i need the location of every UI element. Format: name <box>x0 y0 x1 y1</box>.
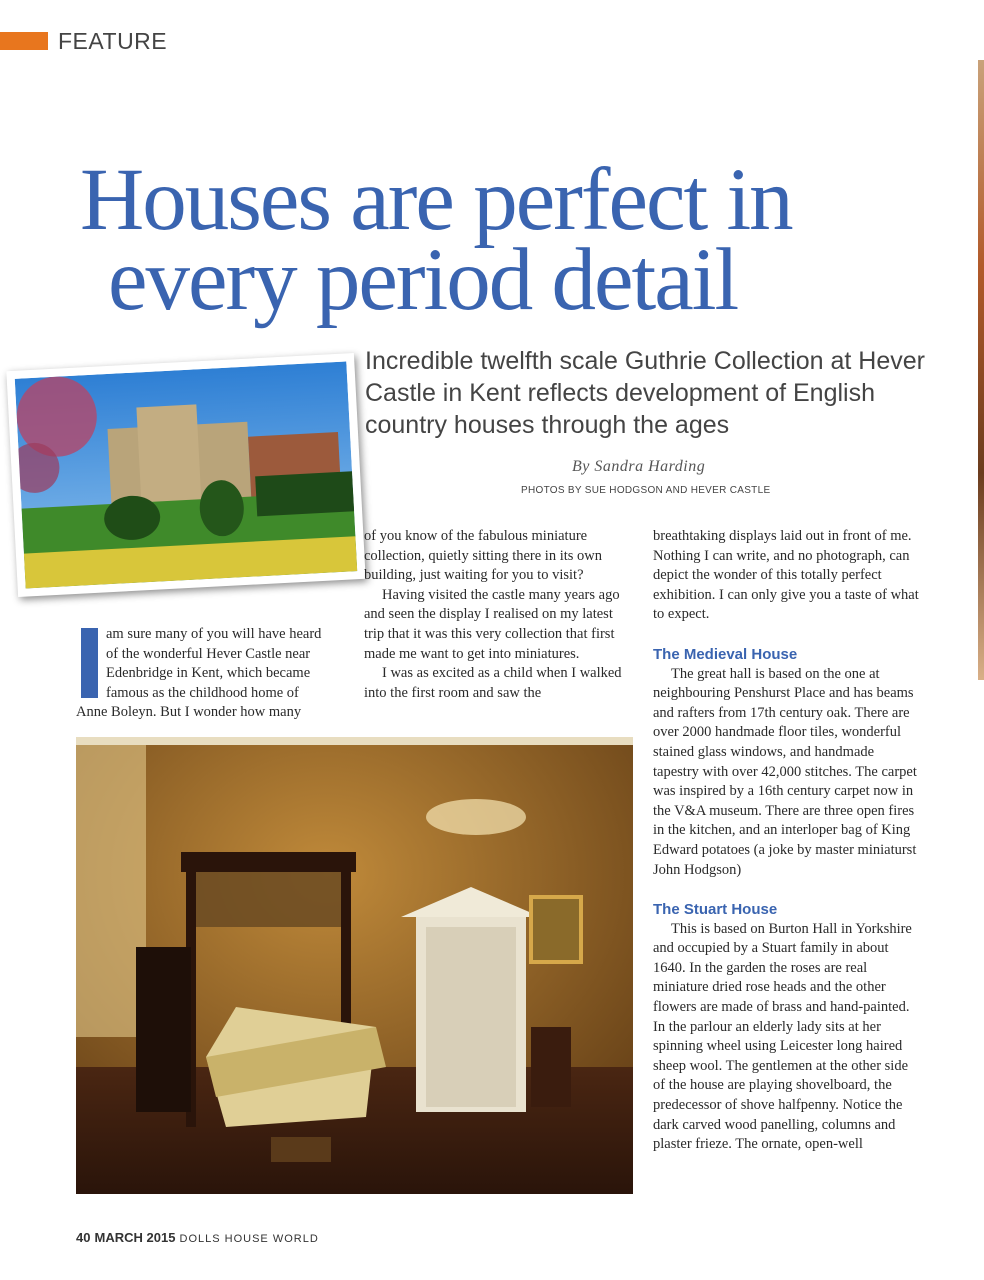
magazine-name: DOLLS HOUSE WORLD <box>179 1233 319 1245</box>
issue-date: MARCH 2015 <box>94 1230 176 1245</box>
byline: By Sandra Harding <box>572 458 706 475</box>
article-subtitle: Incredible twelfth scale Guthrie Collection at Hever Castle in Kent reflects development of English country houses through the ages <box>365 347 925 439</box>
section-label: FEATURE <box>58 28 168 54</box>
page-footer <box>76 1230 319 1245</box>
page-edge-strip <box>978 60 984 680</box>
page-number: 40 <box>76 1230 91 1245</box>
title-line-2: every period detail <box>108 231 738 329</box>
section-marker <box>0 32 48 50</box>
paragraph: The great hall is based on the one at neighbouring Penshurst Place and has beams and rafters from 17th century oak. There are over 2000 handmade floor tiles, wonderful stained glass windows, and handmade tapestry with over 42,000 stitches. The carpet was inspired by a 16th century carpet now in the V&A museum. There are three open fires in the kitchen, and an interloper bag of King Edward potatoes (a joke by master miniaturst John Hodgson) <box>653 665 917 878</box>
column-3 <box>653 527 923 1155</box>
photo-credit: PHOTOS BY SUE HODGSON AND HEVER CASTLE <box>521 485 771 496</box>
bedroom-image <box>76 737 633 1194</box>
paragraph: This is based on Burton Hall in Yorkshire and occupied by a Stuart family in about 1640. In the garden the roses are real miniature dried rose heads and the other flowers are made of brass and hand-painted. In the parlour an elderly lady sits at her spinning wheel using Leicester long haired sheep wool. The gentlemen at the other side of the house are playing shovelboard, the predecessor of shove halfpenny. Notice the dark carved wood panelling, columns and plaster frieze. The ornate, open-well <box>653 920 912 1153</box>
drop-cap <box>81 628 98 698</box>
paragraph: of you know of the fabulous miniature collection, quietly sitting there in its own building, just waiting for you to visit? <box>364 528 603 584</box>
column-1-line: am sure many of you will have heard <box>106 626 322 642</box>
column-1 <box>76 625 346 723</box>
bedroom-photo <box>76 737 633 1194</box>
subheading-medieval-house: The Medieval House <box>653 645 798 663</box>
castle-photo <box>6 353 365 597</box>
paragraph: Having visited the castle many years ago and seen the display I realised on my latest trip that it was this very collection that first made me want to get into miniatures. <box>364 586 620 662</box>
column-1-line: Edenbridge in Kent, which became <box>106 665 311 682</box>
column-1-line: of the wonderful Hever Castle near <box>106 645 311 662</box>
column-1-line: Anne Boleyn. But I wonder how many <box>76 704 302 721</box>
castle-image <box>15 361 358 588</box>
article-title <box>80 151 960 329</box>
column-2 <box>364 527 628 703</box>
title-line-1: Houses are perfect in <box>80 151 792 249</box>
column-1-line: famous as the childhood home of <box>106 684 299 701</box>
paragraph: I was as excited as a child when I walked into the first room and saw the <box>364 665 622 701</box>
subheading-stuart-house: The Stuart House <box>653 901 778 919</box>
paragraph: breathtaking displays laid out in front of me. Nothing I can write, and no photograph, can depict the wonder of this totally perfect exhibition. I can only give you a taste of what to expect. <box>653 528 919 623</box>
